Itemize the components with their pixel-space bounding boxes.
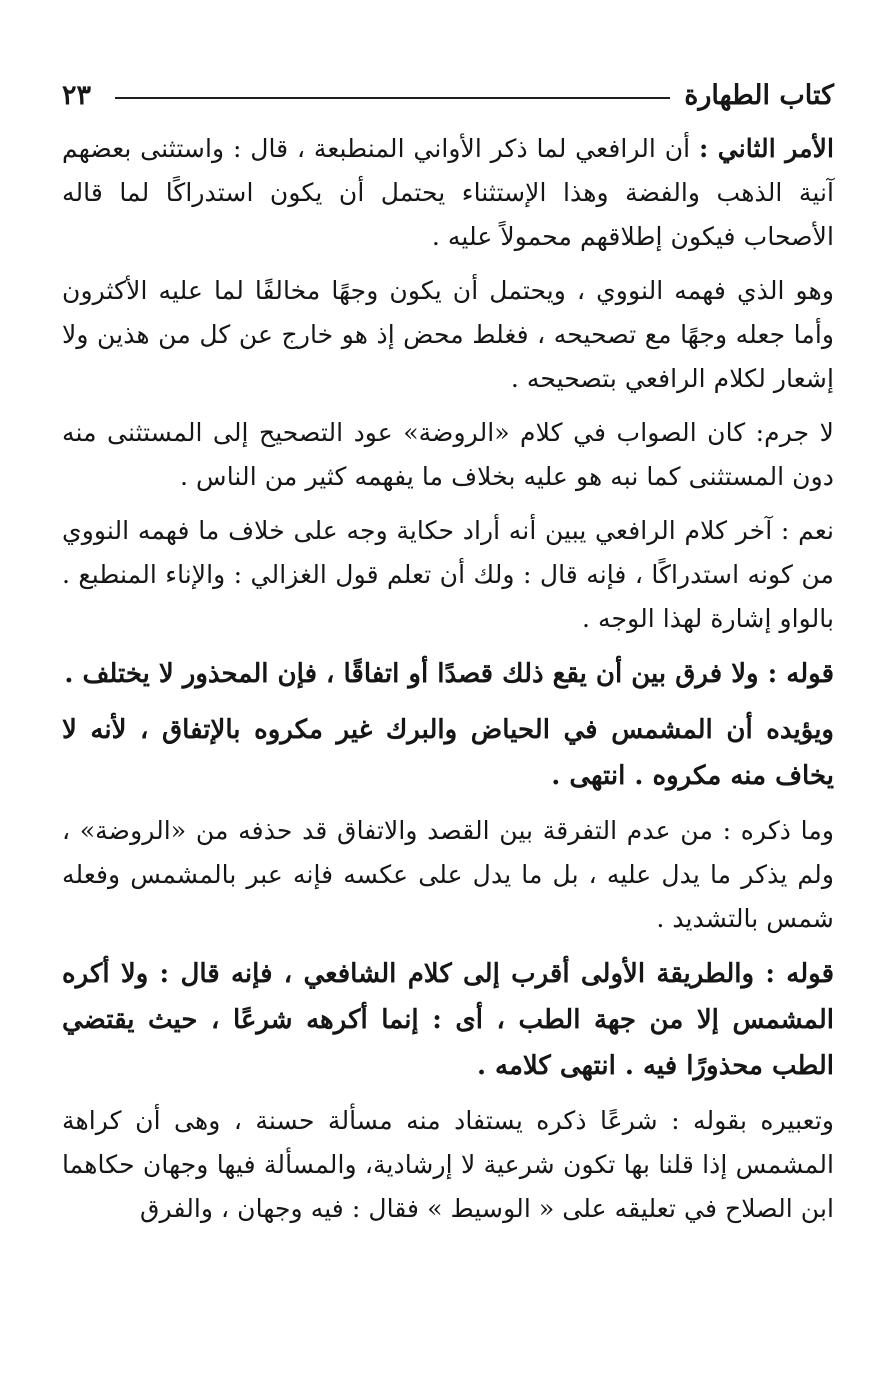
paragraph-commentary-1: وما ذكره : من عدم التفرقة بين القصد والاتفاق قد حذفه من «الروضة» ، ولم يذكر ما يدل عليه ، بل ما يدل على عكسه فإنه عبر بالمشمس وفعله شمس بالتشديد . <box>62 816 834 933</box>
paragraph-3: لا جرم: كان الصواب في كلام «الروضة» عود التصحيح إلى المستثنى منه دون المستثنى كما نبه هو عليه بخلاف ما يفهمه كثير من الناس . <box>62 418 834 491</box>
quoted-statement-3: قوله : والطريقة الأولى أقرب إلى كلام الشافعي ، فإنه قال : ولا أكره المشمس إلا من جهة الطب ، أى : إنما أكرهه شرعًا ، حيث يقتضي الطب محذورًا فيه . انتهى كلامه . <box>62 959 834 1081</box>
quoted-statement-2: ويؤيده أن المشمس في الحياض والبرك غير مكروه بالإتفاق ، لأنه لا يخاف منه مكروه . انتهى . <box>62 715 834 791</box>
paragraph-lead: الأمر الثاني : <box>698 133 834 163</box>
header-rule <box>115 97 670 99</box>
paragraph-commentary-2: وتعبيره بقوله : شرعًا ذكره يستفاد منه مسألة حسنة ، وهى أن كراهة المشمس إذا قلنا بها تكون شرعية لا إرشادية، والمسألة فيها وجهان حكاهما ابن الصلاح في تعليقه على « الوسيط » فقال : فيه وجهان ، والفرق <box>62 1106 834 1223</box>
paragraph-text: أن الرافعي لما ذكر الأواني المنطبعة ، قال : واستثنى بعضهم آنية الذهب والفضة وهذا الإستثناء يحتمل أن يكون استدراكًا لما قاله الأصحاب فيكون إطلاقهم محمولاً عليه . <box>62 134 834 251</box>
paragraph-4: نعم : آخر كلام الرافعي يبين أنه أراد حكاية وجه على خلاف ما فهمه النووي من كونه استدراكًا ، فإنه قال : ولك أن تعلم قول الغزالي : والإناء المنطبع . بالواو إشارة لهذا الوجه . <box>62 516 834 633</box>
running-header <box>62 70 834 120</box>
paragraph-1 <box>62 126 834 259</box>
quoted-statement-1: قوله : ولا فرق بين أن يقع ذلك قصدًا أو اتفاقًا ، فإن المحذور لا يختلف . <box>64 659 834 689</box>
book-page <box>62 70 834 1241</box>
page-number: ٢٣ <box>62 79 92 111</box>
paragraph-2: وهو الذي فهمه النووي ، ويحتمل أن يكون وجهًا مخالفًا لما عليه الأكثرون وأما جعله وجهًا مع تصحيحه ، فغلط محض إذ هو خارج عن كل من هذين ولا إشعار لكلام الرافعي بتصحيحه . <box>62 276 834 393</box>
running-title: كتاب الطهارة <box>684 79 834 111</box>
